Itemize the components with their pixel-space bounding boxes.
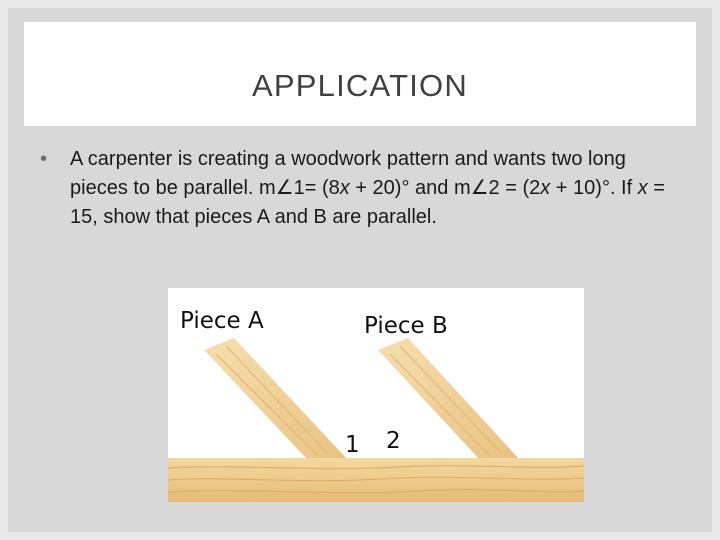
title-box xyxy=(24,22,696,126)
problem-text-part: 1= (8 xyxy=(293,177,340,199)
angle-symbol: ∠ xyxy=(470,177,489,199)
woodwork-figure xyxy=(168,288,584,502)
woodwork-diagram xyxy=(168,288,584,502)
problem-text-part: = 15, show that pieces A and B are parallel. xyxy=(70,177,665,228)
slide xyxy=(8,8,712,532)
bullet-marker: • xyxy=(40,148,48,170)
label-angle-2: 2 xyxy=(386,428,401,454)
label-angle-1: 1 xyxy=(345,432,360,458)
label-piece-b: Piece B xyxy=(364,313,448,339)
variable-x: x xyxy=(637,177,648,199)
problem-text xyxy=(70,145,680,232)
angle-symbol: ∠ xyxy=(275,177,294,199)
problem-text-part: A carpenter is creating a woodwork pattern and wants two long pieces to be parallel. m xyxy=(70,148,626,199)
bullet-list xyxy=(40,145,680,232)
label-piece-a: Piece A xyxy=(180,308,264,334)
variable-x: x xyxy=(540,177,551,199)
base-board xyxy=(168,458,584,502)
variable-x: x xyxy=(339,177,350,199)
problem-text-part: + 20)° and m xyxy=(349,177,471,199)
problem-text-part: + 10)°. If xyxy=(550,177,638,199)
slide-title: APPLICATION xyxy=(252,68,468,103)
problem-text-part: 2 = (2 xyxy=(488,177,541,199)
